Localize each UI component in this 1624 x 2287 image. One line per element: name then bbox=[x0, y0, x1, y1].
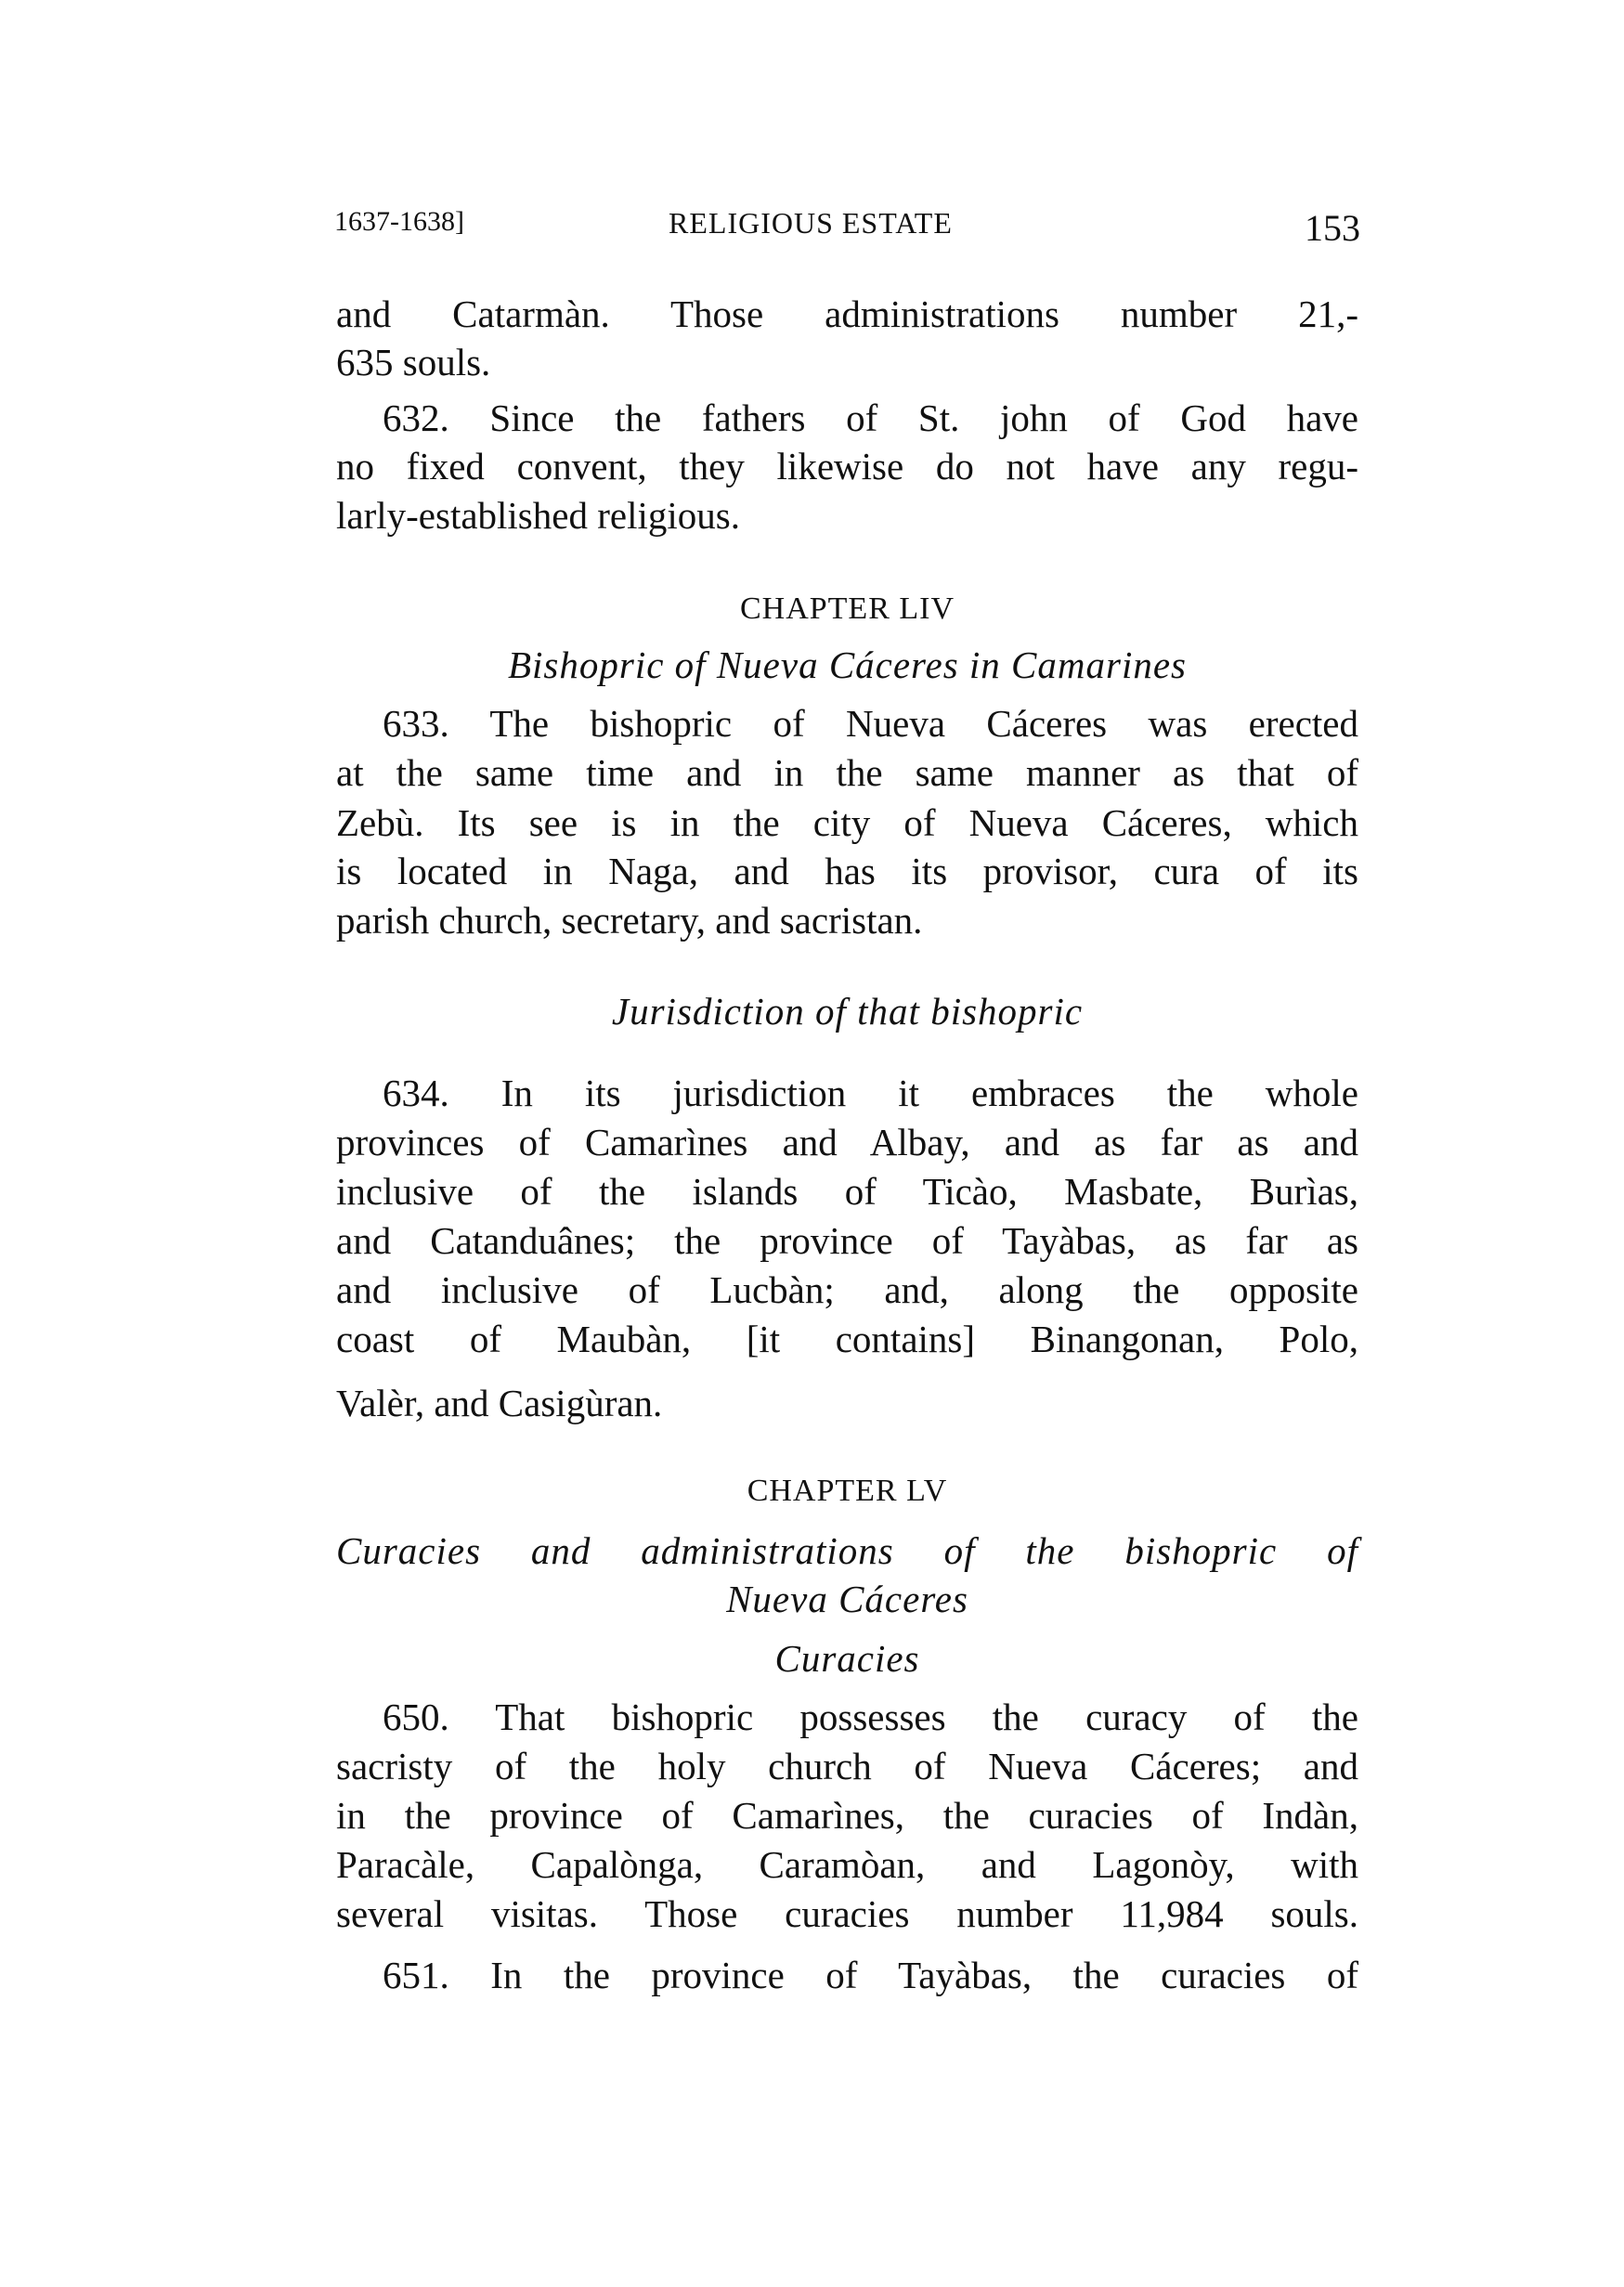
text-line: sacristy of the holy church of Nueva Cáceres; and bbox=[336, 1745, 1358, 1787]
running-head-title: RELIGIOUS ESTATE bbox=[669, 206, 953, 240]
chapter-heading: CHAPTER LIV bbox=[739, 591, 955, 626]
text-line: and Catarmàn. Those administrations number 21,- bbox=[336, 292, 1358, 335]
running-head-dates: 1637-1638] bbox=[334, 206, 464, 237]
text-line: 633. The bishopric of Nueva Cáceres was erected bbox=[383, 702, 1358, 745]
section-heading: Curacies bbox=[774, 1637, 920, 1680]
text-line: Zebù. Its see is in the city of Nueva Cáceres, which bbox=[336, 801, 1358, 844]
section-heading: Jurisdiction of that bishopric bbox=[611, 990, 1084, 1033]
page-number: 153 bbox=[1305, 207, 1360, 249]
text-line: Valèr, and Casigùran. bbox=[336, 1382, 663, 1424]
text-line: and inclusive of Lucbàn; and, along the opposite bbox=[336, 1268, 1358, 1311]
text-line: coast of Maubàn, [it contains] Binangonan, Polo, bbox=[336, 1318, 1358, 1360]
chapter-heading: CHAPTER LV bbox=[747, 1474, 948, 1508]
section-heading: Nueva Cáceres bbox=[726, 1578, 968, 1620]
text-line: 650. That bishopric possesses the curacy of the bbox=[383, 1696, 1358, 1738]
text-line: at the same time and in the same manner as that of bbox=[336, 751, 1358, 794]
text-line: and Catanduânes; the province of Tayàbas, as far as bbox=[336, 1219, 1358, 1262]
section-heading: Bishopric of Nueva Cáceres in Camarines bbox=[508, 643, 1187, 686]
text-line: no fixed convent, they likewise do not have any regu- bbox=[336, 445, 1358, 487]
text-line: several visitas. Those curacies number 11,984 souls. bbox=[336, 1892, 1358, 1935]
text-line: provinces of Camarìnes and Albay, and as far as and bbox=[336, 1121, 1358, 1163]
text-line: larly-established religious. bbox=[336, 494, 740, 537]
text-line: 635 souls. bbox=[336, 341, 491, 383]
text-line: 632. Since the fathers of St. john of God have bbox=[383, 396, 1358, 439]
text-line: inclusive of the islands of Ticào, Masbate, Burìas, bbox=[336, 1170, 1358, 1213]
text-line: 634. In its jurisdiction it embraces the whole bbox=[383, 1072, 1358, 1114]
text-line: is located in Naga, and has its provisor, cura of its bbox=[336, 850, 1358, 892]
text-line: in the province of Camarìnes, the curacies of Indàn, bbox=[336, 1794, 1358, 1837]
section-heading: Curacies and administrations of the bishopric of bbox=[336, 1529, 1358, 1572]
text-line: 651. In the province of Tayàbas, the curacies of bbox=[383, 1954, 1358, 1996]
text-line: Paracàle, Capalònga, Caramòan, and Lagonòy, with bbox=[336, 1843, 1358, 1886]
text-line: parish church, secretary, and sacristan. bbox=[336, 899, 923, 942]
